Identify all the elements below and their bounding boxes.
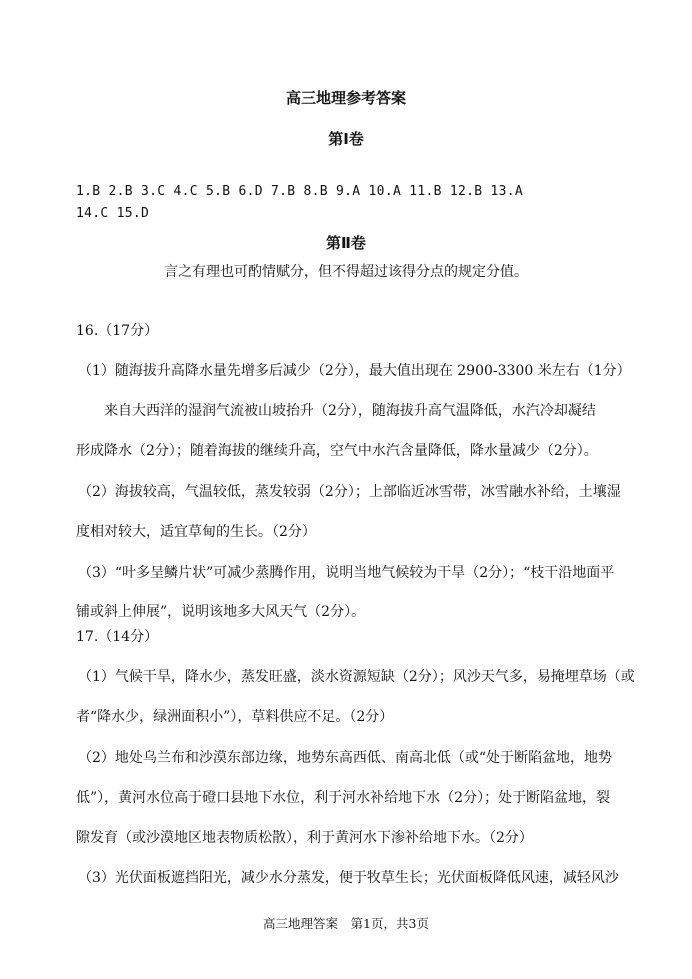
q16-line-2: 来自大西洋的湿润气流被山坡抬升（2分），随海拔升高气温降低，水汽冷却凝结 [104,403,596,419]
q17-header: 17.（14分） [76,629,159,645]
q17-line-5: 隙发育（或沙漠地区地表物质松散），利于黄河水下渗补给地下水。（2分） [76,830,533,846]
q16-line-3: 形成降水（2分）；随着海拔的继续升高，空气中水汽含量降低，降水量减少（2分）。 [76,443,598,459]
part1-heading: 第Ⅰ卷 [328,130,364,148]
mc-answers-line-2: 14.C 15.D [76,206,150,221]
q17-line-6: （3）光伏面板遮挡阳光，减少水分蒸发，便于牧草生长；光伏面板降低风速，减轻风沙 [78,870,619,886]
q16-line-4: （2）海拔较高，气温较低，蒸发较弱（2分）；上部临近冰雪带，冰雪融水补给，土壤湿 [78,484,621,500]
page-footer: 高三地理答案 第1页，共3页 [263,916,429,931]
scoring-note: 言之有理也可酌情赋分，但不得超过该得分点的规定分值。 [164,264,528,280]
q16-line-7: 铺或斜上伸展”，说明该地多大风天气（2分）。 [76,604,366,620]
q17-line-4: 低”），黄河水位高于磴口县地下水位，利于河水补给地下水（2分）；处于断陷盆地，裂 [76,790,611,806]
q16-line-5: 度相对较大，适宜草甸的生长。（2分） [76,524,316,540]
q16-line-6: （3）“叶多呈鳞片状”可减少蒸腾作用，说明当地气候较为干旱（2分）；“枝干沿地面平 [78,565,615,581]
q16-line-1: （1）随海拔升高降水量先增多后减少（2分），最大值出现在 2900-3300 米左右（1分） [78,363,631,379]
q17-line-3: （2）地处乌兰布和沙漠东部边缘，地势东高西低、南高北低（或“处于断陷盆地，地势 [78,750,613,766]
q16-header: 16.（17分） [76,323,159,339]
q17-line-1: （1）气候干旱，降水少，蒸发旺盛，淡水资源短缺（2分）；风沙天气多，易掩埋草场（或 [78,669,635,685]
part2-heading: 第Ⅱ卷 [326,234,366,252]
page-title: 高三地理参考答案 [285,89,406,107]
q17-line-2: 者“降水少，绿洲面积小”），草料供应不足。（2分） [76,709,394,725]
mc-answers-line-1: 1.B 2.B 3.C 4.C 5.B 6.D 7.B 8.B 9.A 10.A 11.B 12.B 13.A [76,184,523,199]
